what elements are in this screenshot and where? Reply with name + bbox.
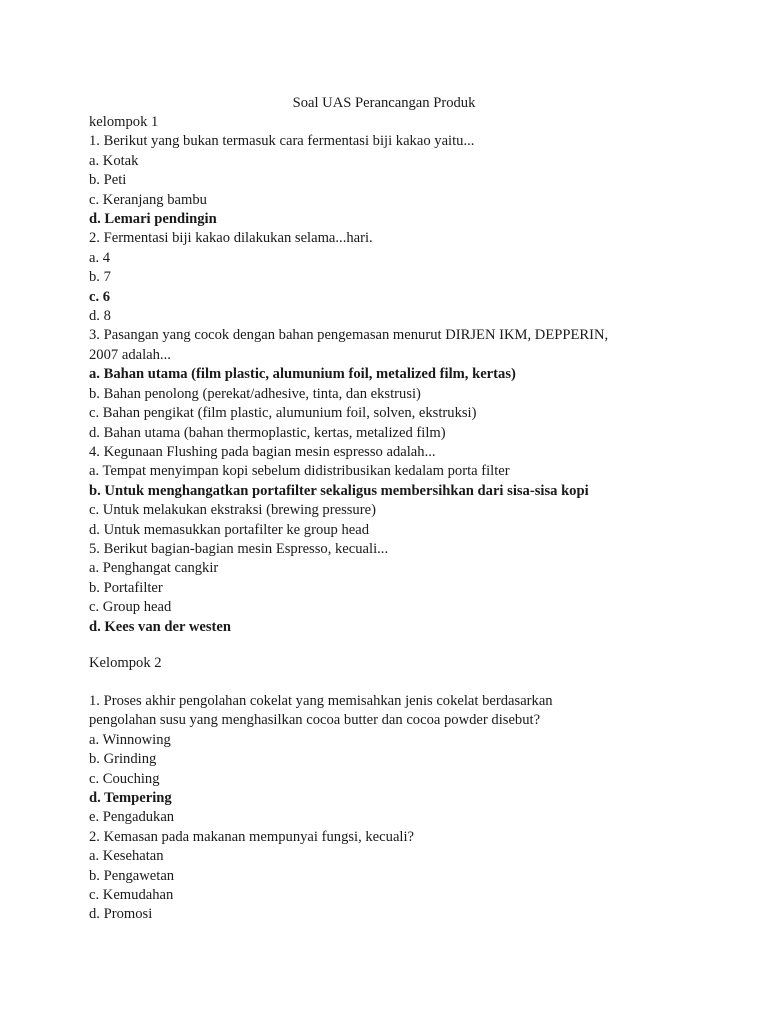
answer-option: d. Promosi — [89, 906, 153, 923]
answer-option-correct: b. Untuk menghangatkan portafilter sekaligus membersihkan dari sisa-sisa kopi — [89, 482, 589, 499]
group-1-section — [89, 113, 689, 637]
question-text: 2. Kemasan pada makanan mempunyai fungsi, kecuali? — [89, 828, 415, 845]
answer-option: c. Keranjang bambu — [89, 191, 207, 208]
answer-option-correct: d. Kees van der westen — [89, 618, 232, 635]
answer-option: b. Bahan penolong (perekat/adhesive, tinta, dan ekstrusi) — [89, 385, 421, 402]
answer-option: d. Bahan utama (bahan thermoplastic, kertas, metalized film) — [89, 424, 446, 441]
answer-option: c. Couching — [89, 770, 160, 787]
answer-option: c. Kemudahan — [89, 887, 174, 904]
question-text: 2. Fermentasi biji kakao dilakukan selama...hari. — [89, 230, 373, 247]
answer-option: e. Pengadukan — [89, 809, 175, 826]
answer-option: b. Portafilter — [89, 579, 163, 596]
question-text: 1. Proses akhir pengolahan cokelat yang memisahkan jenis cokelat berdasarkan — [89, 693, 553, 709]
answer-option: d. 8 — [89, 308, 111, 325]
question-text: 3. Pasangan yang cocok dengan bahan pengemasan menurut DIRJEN IKM, DEPPERIN, — [89, 327, 609, 344]
answer-option: d. Untuk memasukkan portafilter ke group head — [89, 521, 370, 538]
document-title: Soal UAS Perancangan Produk — [292, 95, 476, 111]
answer-option: a. Kesehatan — [89, 848, 164, 865]
group-2-heading-wrap — [89, 654, 689, 673]
answer-option: a. 4 — [89, 249, 111, 266]
group-2-question-list — [89, 692, 689, 925]
group-2-section — [89, 692, 689, 925]
answer-option-correct: a. Bahan utama (film plastic, alumunium foil, metalized film, kertas) — [89, 366, 516, 383]
answer-option: c. Group head — [89, 599, 172, 616]
answer-option: b. Grinding — [89, 751, 157, 768]
answer-option: c. Bahan pengikat (film plastic, alumunium foil, solven, ekstruksi) — [89, 405, 477, 422]
answer-option: a. Penghangat cangkir — [89, 560, 219, 577]
answer-option: c. Untuk melakukan ekstraksi (brewing pressure) — [89, 502, 376, 519]
answer-option: a. Kotak — [89, 152, 139, 169]
answer-option-correct: d. Lemari pendingin — [89, 211, 217, 228]
question-text: 4. Kegunaan Flushing pada bagian mesin espresso adalah... — [89, 443, 436, 460]
answer-option-correct: c. 6 — [89, 288, 111, 305]
group-2-heading: Kelompok 2 — [89, 655, 162, 671]
question-text: 5. Berikut bagian-bagian mesin Espresso, kecuali... — [89, 540, 389, 557]
answer-option: b. 7 — [89, 269, 111, 286]
answer-option: b. Pengawetan — [89, 867, 175, 884]
group-1-heading: kelompok 1 — [89, 114, 159, 130]
document-line: 2007 adalah... — [89, 346, 171, 363]
question-text: 1. Berikut yang bukan termasuk cara fermentasi biji kakao yaitu... — [89, 133, 475, 150]
answer-option: b. Peti — [89, 172, 127, 189]
answer-option-correct: d. Tempering — [89, 790, 172, 807]
answer-option: a. Tempat menyimpan kopi sebelum didistribusikan kedalam porta filter — [89, 463, 510, 480]
group-1-question-list — [89, 132, 689, 637]
answer-option: a. Winnowing — [89, 731, 171, 748]
document-line: pengolahan susu yang menghasilkan cocoa butter dan cocoa powder disebut? — [89, 712, 541, 729]
